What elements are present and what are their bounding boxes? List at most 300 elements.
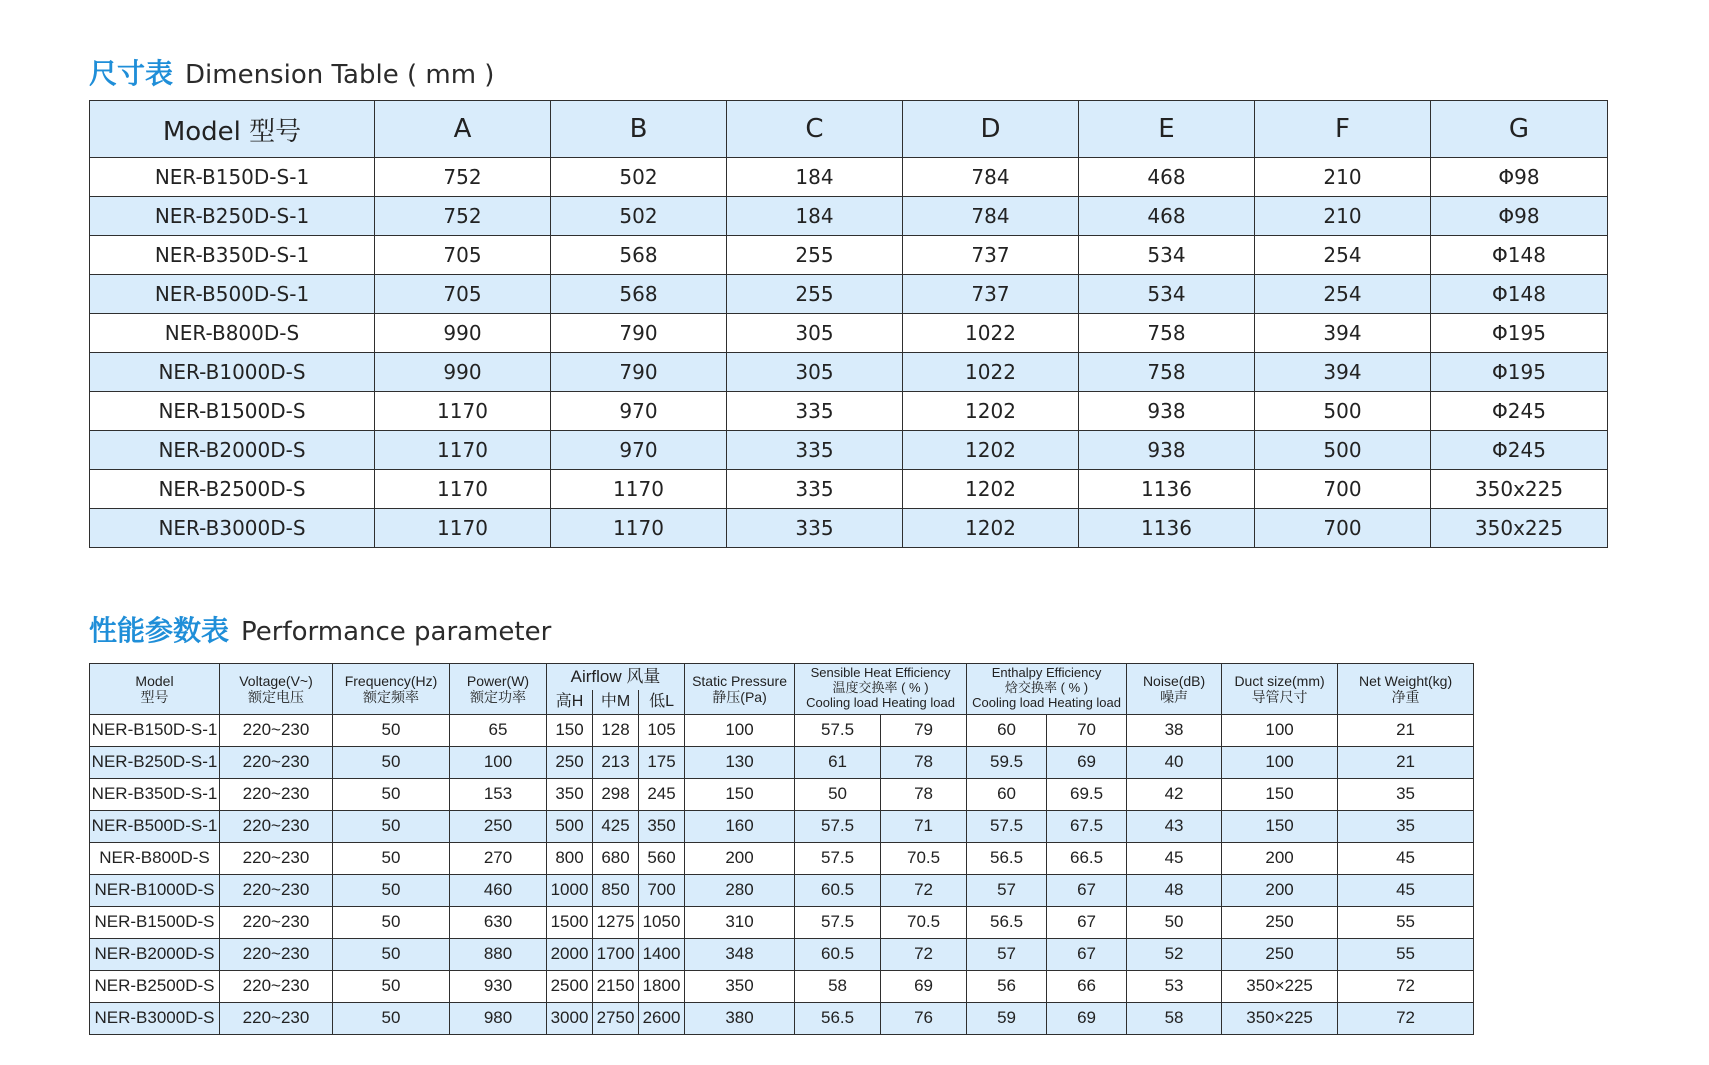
table-cell: 67 bbox=[1047, 906, 1127, 938]
table-cell: 42 bbox=[1127, 778, 1222, 810]
table-cell: 220~230 bbox=[220, 810, 333, 842]
table-row bbox=[90, 746, 1474, 778]
header-frequency-cn: 额定频率 bbox=[363, 688, 419, 705]
table-cell: 21 bbox=[1338, 746, 1474, 778]
table-cell: 255 bbox=[727, 236, 903, 275]
table-cell: 21 bbox=[1338, 714, 1474, 746]
table-cell: 100 bbox=[685, 714, 795, 746]
table-cell: 50 bbox=[333, 842, 450, 874]
table-cell: 66 bbox=[1047, 970, 1127, 1002]
header-sensible-sub: Cooling load Heating load bbox=[806, 695, 955, 711]
dimension-header-cell: C bbox=[727, 101, 903, 158]
performance-title bbox=[89, 609, 551, 649]
table-cell: 468 bbox=[1079, 197, 1255, 236]
table-cell: 45 bbox=[1127, 842, 1222, 874]
table-cell: 394 bbox=[1255, 353, 1431, 392]
table-cell: 938 bbox=[1079, 392, 1255, 431]
table-row bbox=[90, 236, 1608, 275]
table-cell: 1022 bbox=[903, 314, 1079, 353]
table-cell: 65 bbox=[450, 714, 547, 746]
table-cell: 50 bbox=[333, 906, 450, 938]
table-cell: 105 bbox=[639, 714, 685, 746]
header-airflow-mid: 中M bbox=[593, 690, 639, 714]
model-cell: NER-B800D-S bbox=[90, 314, 375, 353]
table-cell: 1000 bbox=[547, 874, 593, 906]
table-cell: 700 bbox=[639, 874, 685, 906]
model-cell: NER-B350D-S-1 bbox=[90, 778, 220, 810]
table-cell: 100 bbox=[1222, 714, 1338, 746]
table-cell: 700 bbox=[1255, 509, 1431, 548]
table-row bbox=[90, 874, 1474, 906]
table-row bbox=[90, 509, 1608, 548]
table-cell: 758 bbox=[1079, 314, 1255, 353]
table-cell: 737 bbox=[903, 236, 1079, 275]
header-power bbox=[450, 664, 547, 715]
table-cell: 184 bbox=[727, 158, 903, 197]
header-voltage-en: Voltage(V~) bbox=[239, 672, 313, 689]
model-cell: NER-B1500D-S bbox=[90, 906, 220, 938]
performance-table bbox=[89, 663, 1474, 1035]
model-cell: NER-B2000D-S bbox=[90, 431, 375, 470]
table-cell: 76 bbox=[881, 1002, 967, 1034]
table-cell: 153 bbox=[450, 778, 547, 810]
table-cell: 150 bbox=[547, 714, 593, 746]
table-cell: 57.5 bbox=[795, 842, 881, 874]
header-noise bbox=[1127, 664, 1222, 715]
table-cell: 630 bbox=[450, 906, 547, 938]
table-cell: 128 bbox=[593, 714, 639, 746]
table-cell: 69 bbox=[881, 970, 967, 1002]
table-cell: 468 bbox=[1079, 158, 1255, 197]
table-cell: 1800 bbox=[639, 970, 685, 1002]
table-cell: 50 bbox=[1127, 906, 1222, 938]
model-cell: NER-B350D-S-1 bbox=[90, 236, 375, 275]
table-cell: 220~230 bbox=[220, 746, 333, 778]
table-cell: 394 bbox=[1255, 314, 1431, 353]
table-cell: 79 bbox=[881, 714, 967, 746]
table-cell: 250 bbox=[547, 746, 593, 778]
dimension-header-cell: G bbox=[1431, 101, 1608, 158]
table-cell: 50 bbox=[333, 874, 450, 906]
model-cell: NER-B1500D-S bbox=[90, 392, 375, 431]
table-row bbox=[90, 810, 1474, 842]
table-cell: 56.5 bbox=[795, 1002, 881, 1034]
table-row bbox=[90, 392, 1608, 431]
table-cell: 220~230 bbox=[220, 842, 333, 874]
table-cell: 1136 bbox=[1079, 470, 1255, 509]
table-cell: 350×225 bbox=[1222, 970, 1338, 1002]
header-static-cn: 静压(Pa) bbox=[712, 688, 767, 705]
table-cell: 70.5 bbox=[881, 906, 967, 938]
header-sensible-en: Sensible Heat Efficiency bbox=[810, 665, 951, 681]
dimension-title-en: Dimension Table ( mm ) bbox=[185, 60, 495, 90]
table-cell: 502 bbox=[551, 158, 727, 197]
table-cell: 280 bbox=[685, 874, 795, 906]
header-airflow: Airflow 风量 bbox=[547, 664, 685, 691]
table-cell: 350 bbox=[685, 970, 795, 1002]
table-cell: 50 bbox=[333, 778, 450, 810]
header-weight-en: Net Weight(kg) bbox=[1359, 672, 1453, 689]
table-cell: 59 bbox=[967, 1002, 1047, 1034]
table-cell: 298 bbox=[593, 778, 639, 810]
dimension-header-cell: F bbox=[1255, 101, 1431, 158]
model-cell: NER-B150D-S-1 bbox=[90, 714, 220, 746]
table-cell: 250 bbox=[1222, 938, 1338, 970]
table-cell: 220~230 bbox=[220, 906, 333, 938]
table-cell: 335 bbox=[727, 392, 903, 431]
table-cell: 35 bbox=[1338, 778, 1474, 810]
table-row bbox=[90, 353, 1608, 392]
table-cell: 40 bbox=[1127, 746, 1222, 778]
table-cell: 220~230 bbox=[220, 970, 333, 1002]
table-cell: 50 bbox=[333, 810, 450, 842]
table-cell: 350 bbox=[639, 810, 685, 842]
table-cell: 48 bbox=[1127, 874, 1222, 906]
table-cell: 50 bbox=[795, 778, 881, 810]
table-cell: 70.5 bbox=[881, 842, 967, 874]
dimension-header-cell: E bbox=[1079, 101, 1255, 158]
table-cell: 45 bbox=[1338, 874, 1474, 906]
header-noise-cn: 噪声 bbox=[1160, 688, 1189, 705]
table-cell: 425 bbox=[593, 810, 639, 842]
table-cell: 72 bbox=[1338, 970, 1474, 1002]
table-cell: 1136 bbox=[1079, 509, 1255, 548]
table-cell: 752 bbox=[375, 158, 551, 197]
table-cell: 71 bbox=[881, 810, 967, 842]
header-power-en: Power(W) bbox=[466, 672, 530, 689]
table-row bbox=[90, 906, 1474, 938]
table-cell: 70 bbox=[1047, 714, 1127, 746]
table-cell: 350×225 bbox=[1222, 1002, 1338, 1034]
table-cell: 50 bbox=[333, 1002, 450, 1034]
table-cell: 50 bbox=[333, 938, 450, 970]
table-cell: 67 bbox=[1047, 874, 1127, 906]
table-cell: 1170 bbox=[551, 470, 727, 509]
table-cell: 220~230 bbox=[220, 1002, 333, 1034]
table-cell: 250 bbox=[450, 810, 547, 842]
table-cell: Φ245 bbox=[1431, 392, 1608, 431]
table-cell: 800 bbox=[547, 842, 593, 874]
table-cell: 57.5 bbox=[967, 810, 1047, 842]
table-cell: 254 bbox=[1255, 236, 1431, 275]
model-cell: NER-B500D-S-1 bbox=[90, 810, 220, 842]
table-cell: 250 bbox=[1222, 906, 1338, 938]
table-cell: 57 bbox=[967, 874, 1047, 906]
table-cell: 78 bbox=[881, 778, 967, 810]
dimension-title bbox=[89, 52, 494, 92]
table-cell: 50 bbox=[333, 714, 450, 746]
table-cell: 1022 bbox=[903, 353, 1079, 392]
table-cell: 970 bbox=[551, 392, 727, 431]
table-cell: 335 bbox=[727, 470, 903, 509]
table-cell: 534 bbox=[1079, 236, 1255, 275]
header-net-weight bbox=[1338, 664, 1474, 715]
dimension-title-cn: 尺寸表 bbox=[89, 57, 174, 90]
model-cell: NER-B3000D-S bbox=[90, 1002, 220, 1034]
header-noise-en: Noise(dB) bbox=[1142, 672, 1206, 689]
table-cell: 56.5 bbox=[967, 906, 1047, 938]
table-cell: 60 bbox=[967, 778, 1047, 810]
table-cell: 980 bbox=[450, 1002, 547, 1034]
table-cell: 200 bbox=[685, 842, 795, 874]
model-cell: NER-B2000D-S bbox=[90, 938, 220, 970]
table-cell: 210 bbox=[1255, 197, 1431, 236]
dimension-header-cell: D bbox=[903, 101, 1079, 158]
table-cell: 568 bbox=[551, 236, 727, 275]
model-cell: NER-B3000D-S bbox=[90, 509, 375, 548]
table-cell: 53 bbox=[1127, 970, 1222, 1002]
table-cell: Φ98 bbox=[1431, 158, 1608, 197]
table-cell: 184 bbox=[727, 197, 903, 236]
table-cell: 335 bbox=[727, 431, 903, 470]
model-cell: NER-B1000D-S bbox=[90, 874, 220, 906]
header-frequency bbox=[333, 664, 450, 715]
table-cell: 534 bbox=[1079, 275, 1255, 314]
table-cell: 72 bbox=[1338, 1002, 1474, 1034]
table-cell: 758 bbox=[1079, 353, 1255, 392]
table-row bbox=[90, 1002, 1474, 1034]
table-cell: 348 bbox=[685, 938, 795, 970]
table-cell: 2000 bbox=[547, 938, 593, 970]
table-cell: 790 bbox=[551, 353, 727, 392]
header-duct-cn: 导管尺寸 bbox=[1251, 688, 1308, 705]
performance-table-body bbox=[90, 714, 1474, 1034]
header-static-en: Static Pressure bbox=[692, 672, 787, 689]
table-cell: 100 bbox=[1222, 746, 1338, 778]
table-cell: 938 bbox=[1079, 431, 1255, 470]
table-cell: 752 bbox=[375, 197, 551, 236]
table-cell: 72 bbox=[881, 938, 967, 970]
table-cell: 2500 bbox=[547, 970, 593, 1002]
header-weight-cn: 净重 bbox=[1391, 688, 1420, 705]
table-row bbox=[90, 314, 1608, 353]
dimension-table-body bbox=[90, 158, 1608, 548]
header-sensible-efficiency bbox=[795, 664, 967, 715]
table-row bbox=[90, 197, 1608, 236]
table-cell: 310 bbox=[685, 906, 795, 938]
table-cell: 350 bbox=[547, 778, 593, 810]
table-row bbox=[90, 778, 1474, 810]
table-cell: 38 bbox=[1127, 714, 1222, 746]
table-cell: Φ195 bbox=[1431, 353, 1608, 392]
table-row bbox=[90, 275, 1608, 314]
table-cell: 790 bbox=[551, 314, 727, 353]
table-cell: 150 bbox=[1222, 810, 1338, 842]
table-cell: 57.5 bbox=[795, 714, 881, 746]
model-cell: NER-B800D-S bbox=[90, 842, 220, 874]
table-row bbox=[90, 470, 1608, 509]
model-cell: NER-B500D-S-1 bbox=[90, 275, 375, 314]
table-cell: 220~230 bbox=[220, 874, 333, 906]
table-cell: 850 bbox=[593, 874, 639, 906]
header-model bbox=[90, 664, 220, 715]
header-airflow-high: 高H bbox=[547, 690, 593, 714]
table-cell: 45 bbox=[1338, 842, 1474, 874]
table-cell: 700 bbox=[1255, 470, 1431, 509]
table-cell: 1500 bbox=[547, 906, 593, 938]
dimension-table bbox=[89, 100, 1608, 548]
table-cell: 254 bbox=[1255, 275, 1431, 314]
table-cell: 57.5 bbox=[795, 906, 881, 938]
table-cell: 3000 bbox=[547, 1002, 593, 1034]
header-enthalpy-cn: 焓交换率 ( % ) bbox=[1005, 680, 1089, 696]
table-cell: 55 bbox=[1338, 938, 1474, 970]
table-cell: 69 bbox=[1047, 746, 1127, 778]
table-cell: 66.5 bbox=[1047, 842, 1127, 874]
table-row bbox=[90, 158, 1608, 197]
table-cell: 460 bbox=[450, 874, 547, 906]
table-cell: 61 bbox=[795, 746, 881, 778]
table-cell: 784 bbox=[903, 197, 1079, 236]
model-cell: NER-B2500D-S bbox=[90, 470, 375, 509]
performance-title-cn: 性能参数表 bbox=[89, 614, 230, 647]
table-cell: 59.5 bbox=[967, 746, 1047, 778]
header-static-pressure bbox=[685, 664, 795, 715]
header-voltage-cn: 额定电压 bbox=[248, 688, 304, 705]
table-cell: Φ148 bbox=[1431, 236, 1608, 275]
table-cell: 57 bbox=[967, 938, 1047, 970]
table-cell: 880 bbox=[450, 938, 547, 970]
table-cell: 220~230 bbox=[220, 714, 333, 746]
table-cell: 502 bbox=[551, 197, 727, 236]
header-airflow-low: 低L bbox=[639, 690, 685, 714]
table-cell: 67.5 bbox=[1047, 810, 1127, 842]
table-cell: 50 bbox=[333, 970, 450, 1002]
header-power-cn: 额定功率 bbox=[470, 688, 526, 705]
table-cell: 100 bbox=[450, 746, 547, 778]
table-cell: 130 bbox=[685, 746, 795, 778]
model-cell: NER-B250D-S-1 bbox=[90, 197, 375, 236]
header-duct-size bbox=[1222, 664, 1338, 715]
table-cell: 210 bbox=[1255, 158, 1431, 197]
table-cell: 305 bbox=[727, 314, 903, 353]
table-cell: 69.5 bbox=[1047, 778, 1127, 810]
table-row bbox=[90, 970, 1474, 1002]
table-cell: 1170 bbox=[375, 392, 551, 431]
table-cell: 1400 bbox=[639, 938, 685, 970]
table-cell: 1170 bbox=[551, 509, 727, 548]
table-cell: 67 bbox=[1047, 938, 1127, 970]
model-cell: NER-B1000D-S bbox=[90, 353, 375, 392]
model-cell: NER-B150D-S-1 bbox=[90, 158, 375, 197]
header-duct-en: Duct size(mm) bbox=[1234, 672, 1325, 689]
table-cell: 60 bbox=[967, 714, 1047, 746]
table-cell: 2600 bbox=[639, 1002, 685, 1034]
table-cell: 57.5 bbox=[795, 810, 881, 842]
table-cell: 55 bbox=[1338, 906, 1474, 938]
dimension-header-cell: Model 型号 bbox=[90, 101, 375, 158]
table-cell: 50 bbox=[333, 746, 450, 778]
table-cell: 1202 bbox=[903, 470, 1079, 509]
table-cell: 990 bbox=[375, 314, 551, 353]
table-cell: Φ195 bbox=[1431, 314, 1608, 353]
table-cell: 1202 bbox=[903, 392, 1079, 431]
table-cell: 200 bbox=[1222, 874, 1338, 906]
table-cell: 335 bbox=[727, 509, 903, 548]
table-cell: 245 bbox=[639, 778, 685, 810]
table-cell: 200 bbox=[1222, 842, 1338, 874]
table-cell: 255 bbox=[727, 275, 903, 314]
dimension-header-cell: A bbox=[375, 101, 551, 158]
table-cell: 990 bbox=[375, 353, 551, 392]
header-voltage bbox=[220, 664, 333, 715]
header-enthalpy-en: Enthalpy Efficiency bbox=[991, 665, 1102, 681]
header-model-en: Model bbox=[135, 672, 174, 689]
table-cell: 1170 bbox=[375, 509, 551, 548]
table-cell: 2750 bbox=[593, 1002, 639, 1034]
table-cell: 970 bbox=[551, 431, 727, 470]
table-cell: 56.5 bbox=[967, 842, 1047, 874]
table-cell: 380 bbox=[685, 1002, 795, 1034]
table-cell: 69 bbox=[1047, 1002, 1127, 1034]
table-cell: Φ98 bbox=[1431, 197, 1608, 236]
table-cell: 350x225 bbox=[1431, 509, 1608, 548]
table-cell: 500 bbox=[1255, 431, 1431, 470]
table-cell: 60.5 bbox=[795, 938, 881, 970]
table-cell: 1170 bbox=[375, 470, 551, 509]
table-cell: 350x225 bbox=[1431, 470, 1608, 509]
table-cell: 43 bbox=[1127, 810, 1222, 842]
table-cell: 60.5 bbox=[795, 874, 881, 906]
table-cell: 1202 bbox=[903, 431, 1079, 470]
table-row bbox=[90, 431, 1608, 470]
table-row bbox=[90, 842, 1474, 874]
table-cell: 2150 bbox=[593, 970, 639, 1002]
table-row bbox=[90, 938, 1474, 970]
dimension-header-row bbox=[90, 101, 1608, 158]
table-cell: 930 bbox=[450, 970, 547, 1002]
table-cell: 150 bbox=[1222, 778, 1338, 810]
table-cell: 175 bbox=[639, 746, 685, 778]
header-enthalpy-sub: Cooling load Heating load bbox=[972, 695, 1121, 711]
performance-title-en: Performance parameter bbox=[241, 617, 552, 647]
table-cell: 35 bbox=[1338, 810, 1474, 842]
table-cell: 500 bbox=[1255, 392, 1431, 431]
model-cell: NER-B2500D-S bbox=[90, 970, 220, 1002]
table-cell: 270 bbox=[450, 842, 547, 874]
table-cell: Φ148 bbox=[1431, 275, 1608, 314]
table-cell: 150 bbox=[685, 778, 795, 810]
table-cell: 160 bbox=[685, 810, 795, 842]
table-cell: 1202 bbox=[903, 509, 1079, 548]
table-cell: 1050 bbox=[639, 906, 685, 938]
table-cell: 500 bbox=[547, 810, 593, 842]
header-frequency-en: Frequency(Hz) bbox=[344, 672, 438, 689]
table-cell: 705 bbox=[375, 236, 551, 275]
performance-header-row bbox=[90, 664, 1474, 691]
table-cell: 1170 bbox=[375, 431, 551, 470]
table-cell: 58 bbox=[795, 970, 881, 1002]
model-cell: NER-B250D-S-1 bbox=[90, 746, 220, 778]
header-sensible-cn: 温度交换率 ( % ) bbox=[832, 680, 929, 696]
table-cell: 568 bbox=[551, 275, 727, 314]
table-row bbox=[90, 714, 1474, 746]
table-cell: 560 bbox=[639, 842, 685, 874]
table-cell: 58 bbox=[1127, 1002, 1222, 1034]
table-cell: 737 bbox=[903, 275, 1079, 314]
table-cell: 680 bbox=[593, 842, 639, 874]
table-cell: 705 bbox=[375, 275, 551, 314]
table-cell: 1700 bbox=[593, 938, 639, 970]
table-cell: Φ245 bbox=[1431, 431, 1608, 470]
table-cell: 72 bbox=[881, 874, 967, 906]
table-cell: 220~230 bbox=[220, 938, 333, 970]
table-cell: 220~230 bbox=[220, 778, 333, 810]
table-cell: 78 bbox=[881, 746, 967, 778]
table-cell: 305 bbox=[727, 353, 903, 392]
header-model-cn: 型号 bbox=[140, 688, 169, 705]
table-cell: 52 bbox=[1127, 938, 1222, 970]
